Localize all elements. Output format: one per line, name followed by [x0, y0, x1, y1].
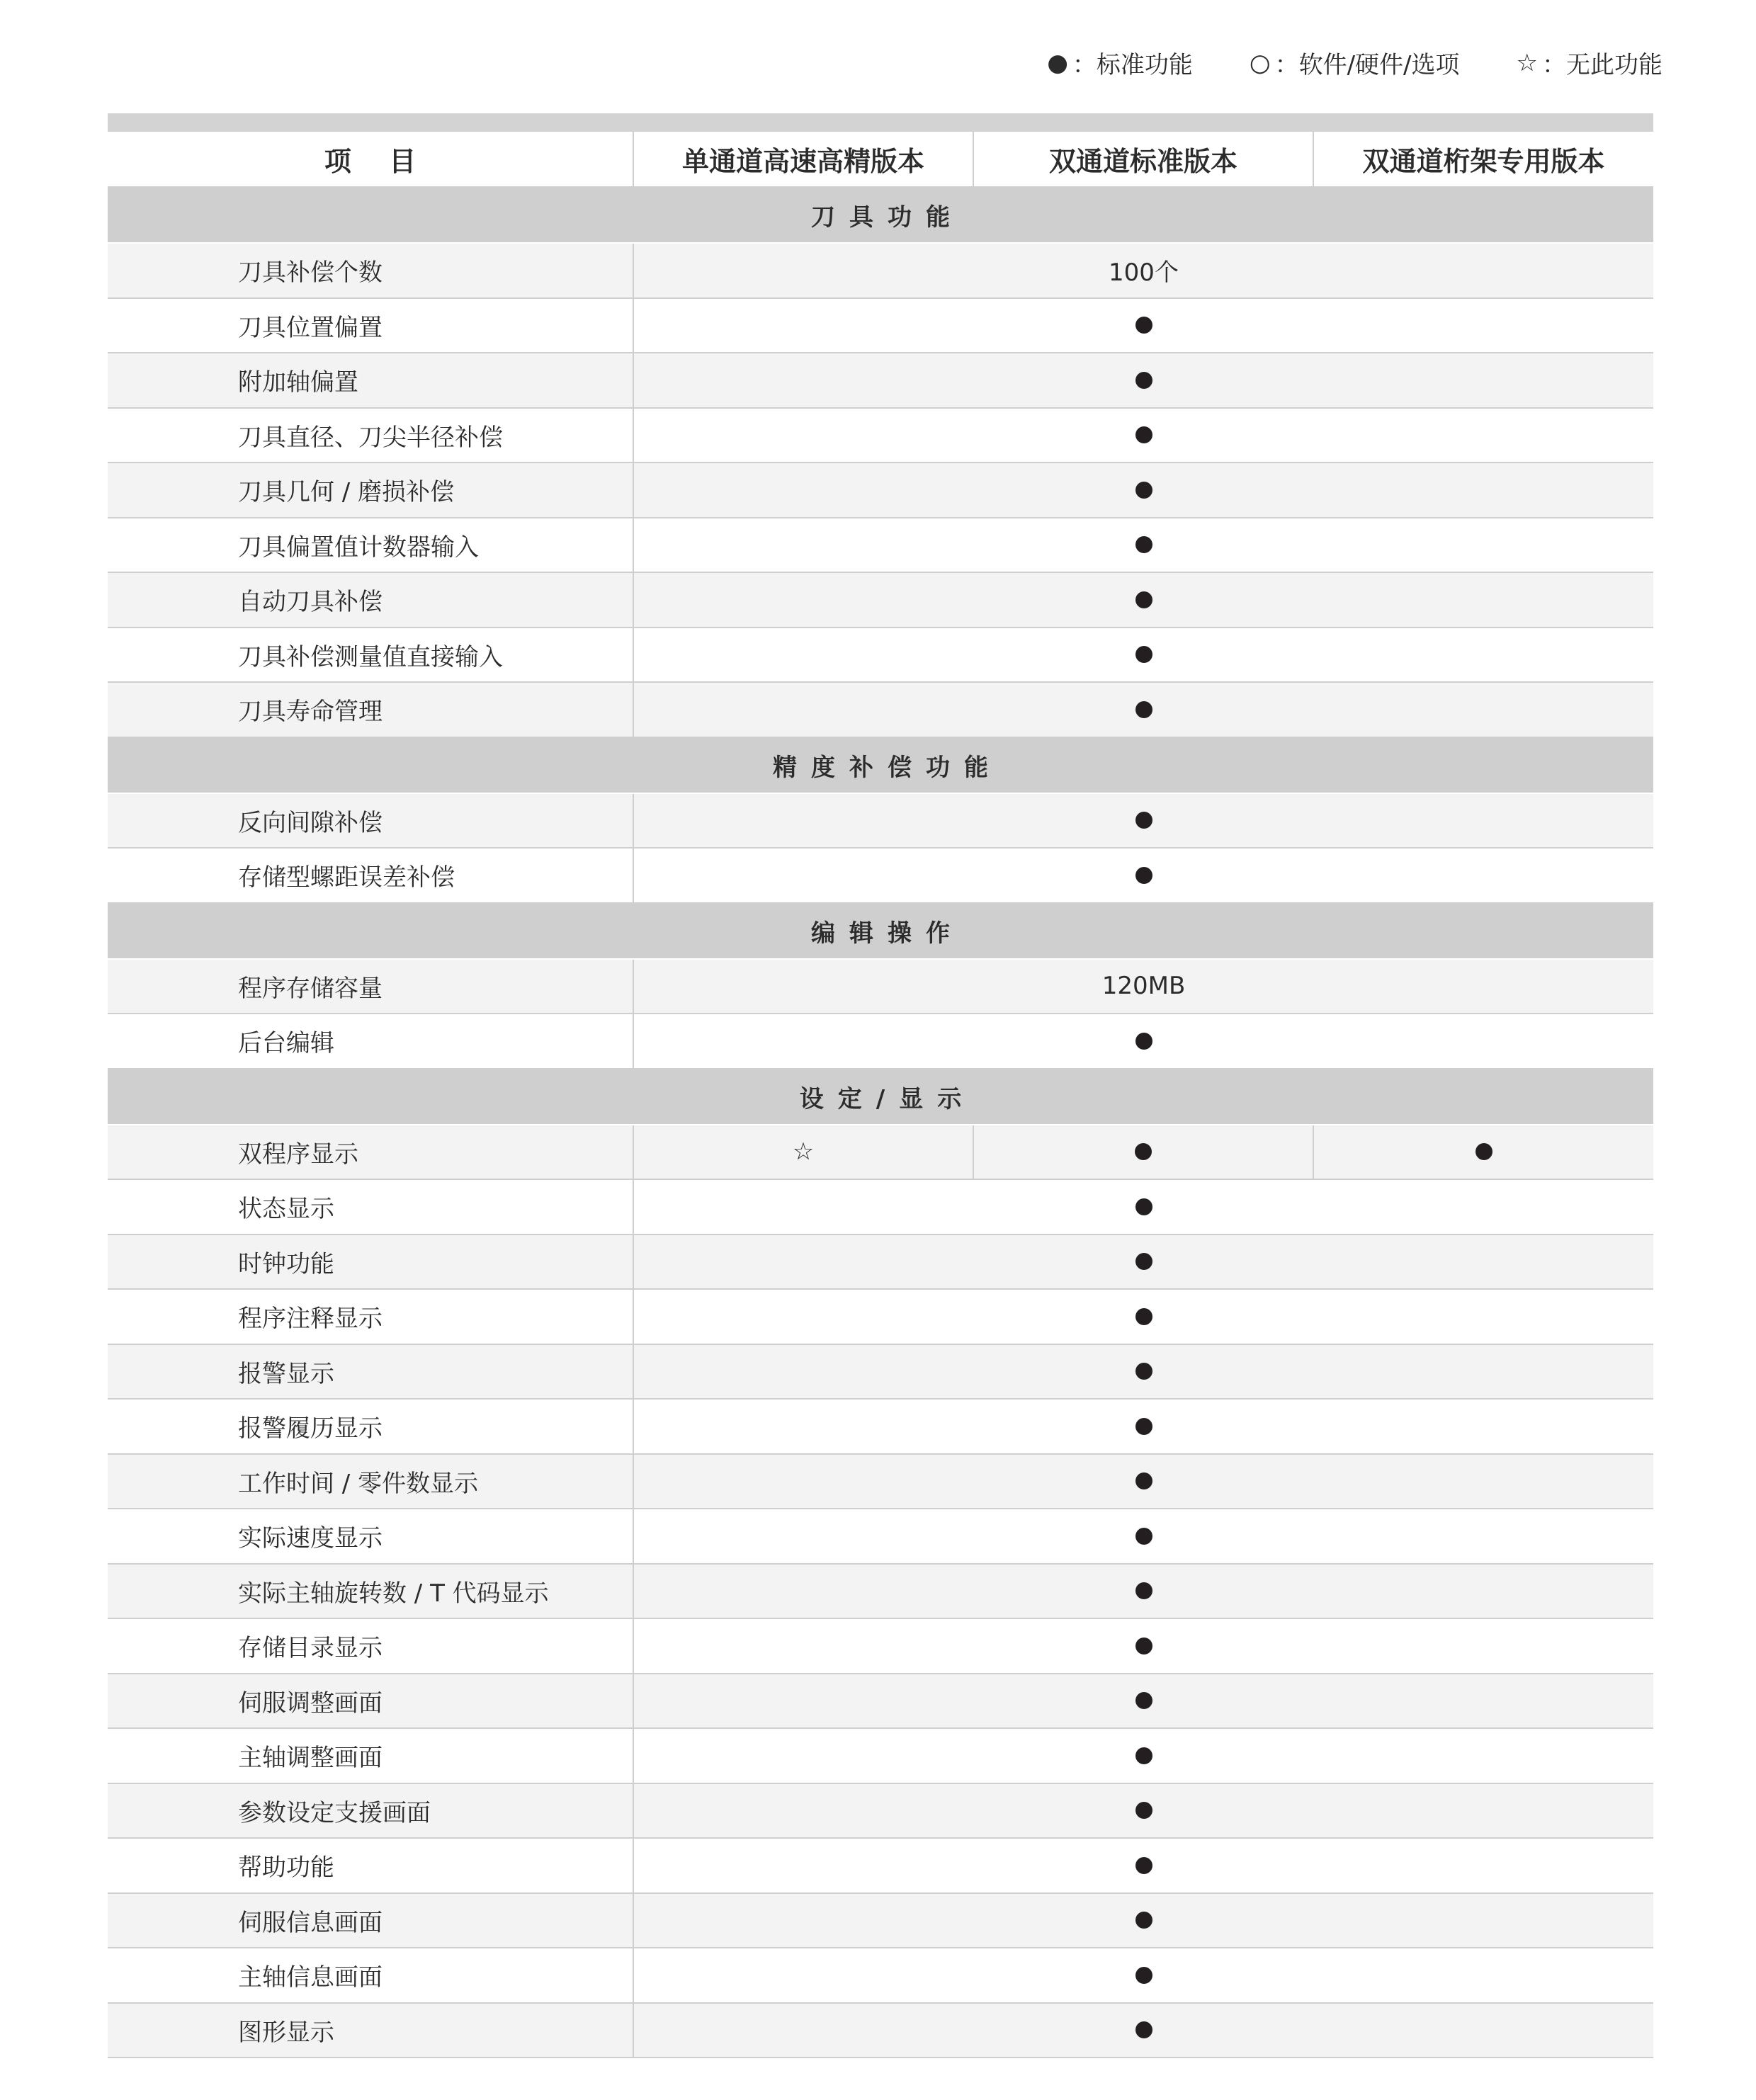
- filled-circle-icon: [1135, 1802, 1152, 1819]
- filled-circle-icon: [1475, 1143, 1492, 1160]
- filled-circle-icon: [1135, 867, 1152, 884]
- value-cell: [633, 463, 1653, 517]
- value-cell: [633, 1565, 1653, 1618]
- table-row: [108, 1948, 1653, 2004]
- value-cell: 100个: [633, 244, 1653, 297]
- filled-circle-icon: [1135, 1912, 1152, 1929]
- row-label: 程序存储容量: [238, 974, 383, 1003]
- row-label: 主轴信息画面: [238, 1963, 383, 1992]
- value-cell: [633, 1619, 1653, 1673]
- value-cell: 120MB: [633, 960, 1653, 1014]
- filled-circle-icon: [1135, 1967, 1152, 1984]
- legend-label: ：软件/硬件/选项: [1274, 51, 1460, 79]
- table-row: [108, 1509, 1653, 1565]
- value-cell: [633, 1290, 1653, 1344]
- row-label: 伺服信息画面: [238, 1908, 383, 1937]
- table-row: [108, 1400, 1653, 1455]
- table-row: [108, 1894, 1653, 1949]
- filled-circle-icon: [1135, 317, 1152, 334]
- filled-circle-icon: [1135, 701, 1152, 718]
- header-col-gantry: 双通道桁架专用版本: [1313, 132, 1653, 186]
- table-row: [108, 353, 1653, 409]
- row-label: 参数设定支援画面: [238, 1798, 431, 1827]
- table-row: [108, 1729, 1653, 1784]
- row-label: 工作时间 / 零件数显示: [238, 1469, 479, 1498]
- table-row: [108, 573, 1653, 628]
- value-cell: [633, 1180, 1653, 1234]
- filled-circle-icon: [1135, 1472, 1152, 1489]
- table-row: [108, 1235, 1653, 1290]
- filled-circle-icon: [1135, 1857, 1152, 1874]
- value-cell: [633, 2004, 1653, 2058]
- value-cell: [633, 409, 1653, 462]
- legend-label: ：无此功能: [1542, 51, 1662, 79]
- legend-none: [1517, 45, 1662, 80]
- section-header: 设定/显示: [108, 1069, 1653, 1125]
- row-label: 刀具寿命管理: [238, 698, 383, 727]
- row-label: 刀具补偿个数: [238, 259, 383, 288]
- value-cell: [1313, 1125, 1653, 1179]
- row-label: 主轴调整画面: [238, 1744, 383, 1773]
- filled-circle-icon: [1135, 1418, 1152, 1435]
- value-cell: [973, 1125, 1313, 1179]
- filled-circle-icon: [1135, 646, 1152, 663]
- filled-circle-icon: [1135, 1582, 1152, 1599]
- legend-standard: [1047, 45, 1193, 80]
- table-row: [108, 1345, 1653, 1400]
- table-row: [108, 1839, 1653, 1894]
- row-label: 刀具直径、刀尖半径补偿: [238, 423, 503, 452]
- value-cell: [633, 1784, 1653, 1838]
- filled-circle-icon: [1135, 1747, 1152, 1764]
- table-row: [108, 244, 1653, 299]
- table-body: [108, 188, 1653, 2058]
- table-row: [108, 1125, 1653, 1181]
- row-label: 双程序显示: [238, 1140, 358, 1169]
- filled-circle-icon: [1135, 2021, 1152, 2038]
- filled-circle-icon: [1135, 1033, 1152, 1050]
- value-cell: [633, 1014, 1653, 1068]
- row-label: 存储型螺距误差补偿: [238, 863, 455, 892]
- filled-circle-icon: [1135, 1528, 1152, 1545]
- filled-circle-icon: [1135, 372, 1152, 389]
- header-col-single-channel: 单通道高速高精版本: [633, 132, 973, 186]
- table-row: [108, 1619, 1653, 1674]
- value-cell: [633, 1894, 1653, 1948]
- table-row: [108, 628, 1653, 683]
- filled-circle-icon: [1135, 1692, 1152, 1709]
- value-cell: [633, 1345, 1653, 1399]
- table-header: [108, 132, 1653, 188]
- value-cell: [633, 1125, 973, 1179]
- filled-circle-icon: [1135, 1308, 1152, 1325]
- filled-circle-icon: [1135, 1253, 1152, 1270]
- row-label: 刀具几何 / 磨损补偿: [238, 478, 455, 507]
- filled-circle-icon: [1135, 591, 1152, 608]
- table-row: [108, 848, 1653, 904]
- filled-circle-icon: ●: [1047, 48, 1068, 77]
- row-label: 刀具偏置值计数器输入: [238, 533, 479, 562]
- legend: [1047, 45, 1662, 80]
- spec-table: [108, 113, 1653, 2058]
- row-label: 附加轴偏置: [238, 368, 358, 397]
- row-label: 伺服调整画面: [238, 1688, 383, 1718]
- filled-circle-icon: [1135, 1143, 1152, 1160]
- table-row: [108, 683, 1653, 738]
- filled-circle-icon: [1135, 1638, 1152, 1655]
- section-header: 精度补偿功能: [108, 738, 1653, 794]
- row-label: 程序注释显示: [238, 1305, 383, 1334]
- value-cell: [633, 683, 1653, 737]
- table-row: [108, 518, 1653, 574]
- value-cell: [633, 1674, 1653, 1728]
- value-cell: [633, 1235, 1653, 1289]
- star-icon: ☆: [1516, 48, 1538, 77]
- filled-circle-icon: [1135, 426, 1152, 443]
- table-row: [108, 1674, 1653, 1730]
- legend-label: ：标准功能: [1072, 51, 1193, 79]
- row-label: 时钟功能: [238, 1249, 334, 1278]
- star-icon: ☆: [792, 1137, 815, 1167]
- row-label: 报警履历显示: [238, 1414, 383, 1443]
- row-label: 自动刀具补偿: [238, 588, 383, 617]
- row-label: 后台编辑: [238, 1029, 334, 1058]
- table-row: [108, 299, 1653, 354]
- value-cell: [633, 573, 1653, 627]
- value-cell: [633, 353, 1653, 407]
- value-cell: [633, 1948, 1653, 2002]
- value-cell: [633, 628, 1653, 682]
- row-label: 反向间隙补偿: [238, 808, 383, 837]
- table-row: [108, 1565, 1653, 1620]
- value-cell: [633, 1839, 1653, 1892]
- table-row: [108, 1014, 1653, 1069]
- row-label: 刀具补偿测量值直接输入: [238, 642, 503, 671]
- value-cell: [633, 299, 1653, 353]
- filled-circle-icon: [1135, 1363, 1152, 1380]
- header-item: 项 目: [324, 146, 417, 177]
- header-col-dual-channel: 双通道标准版本: [973, 132, 1313, 186]
- row-label: 帮助功能: [238, 1854, 334, 1883]
- filled-circle-icon: [1135, 482, 1152, 499]
- row-label: 实际速度显示: [238, 1524, 383, 1553]
- table-top-bar: [108, 113, 1653, 132]
- filled-circle-icon: [1135, 1198, 1152, 1215]
- row-label: 报警显示: [238, 1359, 334, 1388]
- value-cell: [633, 1455, 1653, 1509]
- table-row: [108, 1455, 1653, 1510]
- value-cell: [633, 1400, 1653, 1453]
- table-row: [108, 960, 1653, 1015]
- value-cell: [633, 1509, 1653, 1563]
- value-cell: [633, 1729, 1653, 1783]
- table-row: [108, 409, 1653, 464]
- table-row: [108, 1180, 1653, 1235]
- row-label: 刀具位置偏置: [238, 313, 383, 342]
- section-header: 编辑操作: [108, 904, 1653, 960]
- value-cell: [633, 794, 1653, 848]
- table-row: [108, 463, 1653, 518]
- legend-option: [1250, 45, 1460, 80]
- table-row: [108, 1290, 1653, 1345]
- row-label: 图形显示: [238, 2018, 334, 2047]
- filled-circle-icon: [1135, 536, 1152, 553]
- row-label: 实际主轴旋转数 / T 代码显示: [238, 1579, 549, 1608]
- table-row: [108, 794, 1653, 849]
- section-header: 刀具功能: [108, 188, 1653, 244]
- table-row: [108, 1784, 1653, 1839]
- filled-circle-icon: [1135, 812, 1152, 829]
- value-cell: [633, 518, 1653, 572]
- hollow-circle-icon: ○: [1249, 48, 1271, 77]
- value-cell: [633, 848, 1653, 902]
- table-row: [108, 2004, 1653, 2059]
- row-label: 存储目录显示: [238, 1634, 383, 1663]
- row-label: 状态显示: [238, 1195, 334, 1224]
